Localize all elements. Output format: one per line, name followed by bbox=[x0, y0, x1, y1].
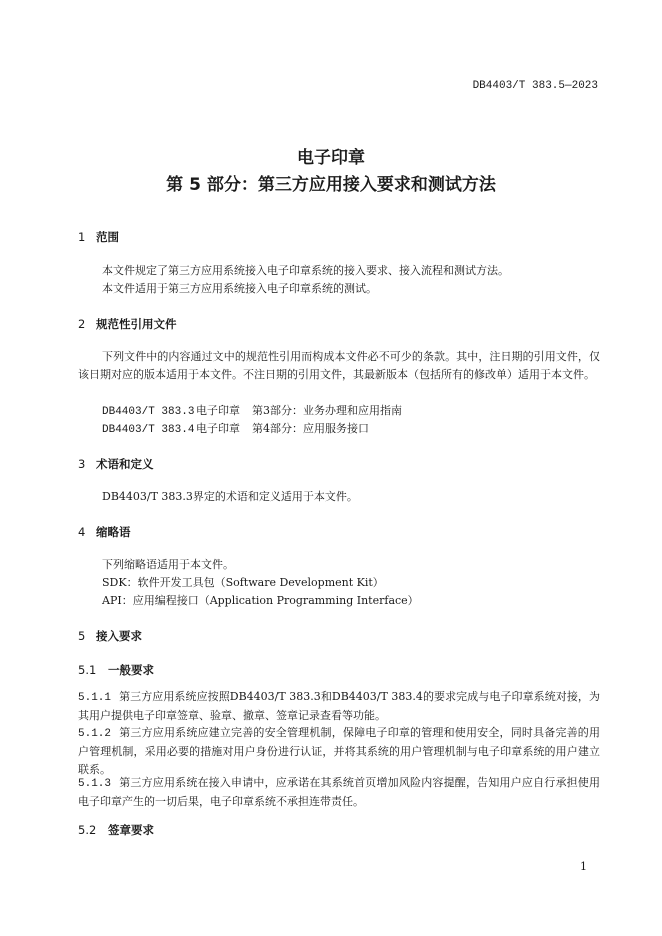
clause-number: 5.1.2 bbox=[78, 728, 112, 740]
clause-text: 第三方应用系统应按照DB4403/T 383.3和DB4403/T 383.4的要求完成与电子印章系统对接，为其用户提供电子印章签章、验章、撤章、签章记录查看等功能。 bbox=[78, 690, 600, 722]
abbreviation-sdk: SDK：软件开发工具包（Software Development Kit） bbox=[102, 576, 384, 589]
clause-5-1-3 bbox=[78, 774, 600, 811]
abbreviation-api: API：应用编程接口（Application Programming Interface） bbox=[102, 594, 419, 607]
section-2-heading bbox=[78, 316, 177, 332]
section-title: 一般要求 bbox=[108, 663, 154, 677]
reference-item bbox=[102, 420, 369, 439]
section-title: 术语和定义 bbox=[96, 457, 154, 471]
document-subtitle: 第 5 部分：第三方应用接入要求和测试方法 bbox=[166, 175, 496, 195]
clause-number: 5.1.3 bbox=[78, 778, 112, 790]
section-number: 5 bbox=[78, 629, 86, 643]
section-3-heading bbox=[78, 456, 154, 472]
reference-part: 第4部分：应用服务接口 bbox=[252, 422, 369, 435]
clause-5-1-1 bbox=[78, 688, 600, 725]
subsection-5-1-heading bbox=[78, 662, 154, 678]
section-number: 3 bbox=[78, 457, 86, 471]
section-number: 2 bbox=[78, 317, 86, 331]
subsection-5-2-heading bbox=[78, 822, 154, 838]
paragraph: 本文件规定了第三方应用系统接入电子印章系统的接入要求、接入流程和测试方法。 bbox=[102, 264, 509, 277]
clause-number: 5.1.1 bbox=[78, 692, 112, 704]
reference-part: 第3部分：业务办理和应用指南 bbox=[252, 404, 402, 417]
section-title: 规范性引用文件 bbox=[96, 317, 177, 331]
document-title: 电子印章 bbox=[297, 148, 365, 168]
clause-text: 第三方应用系统应建立完善的安全管理机制，保障电子印章的管理和使用安全，同时具备完善的用户管理机制，采用必要的措施对用户身份进行认证，并将其系统的用户管理机制与电子印章系统的用户建立联系。 bbox=[78, 726, 600, 776]
section-4-heading bbox=[78, 524, 131, 540]
reference-code: DB4403/T 383.3 bbox=[102, 406, 195, 418]
clause-5-1-2 bbox=[78, 724, 600, 779]
section-title: 缩略语 bbox=[96, 525, 131, 539]
paragraph: DB4403/T 383.3界定的术语和定义适用于本文件。 bbox=[102, 490, 358, 503]
standard-code: DB4403/T 383.5—2023 bbox=[472, 80, 598, 92]
page-number: 1 bbox=[580, 860, 587, 873]
section-number: 4 bbox=[78, 525, 86, 539]
section-title: 签章要求 bbox=[108, 823, 154, 837]
paragraph: 下列文件中的内容通过文中的规范性引用而构成本文件必不可少的条款。其中，注日期的引用文件，仅该日期对应的版本适用于本文件。不注日期的引用文件，其最新版本（包括所有的修改单）适用于本文件。 bbox=[78, 350, 600, 381]
section-title: 接入要求 bbox=[96, 629, 142, 643]
section-title: 范围 bbox=[96, 230, 119, 244]
paragraph: 下列缩略语适用于本文件。 bbox=[102, 558, 234, 571]
section-1-heading bbox=[78, 229, 119, 245]
section-number: 5.1 bbox=[78, 663, 97, 677]
section-5-heading bbox=[78, 628, 142, 644]
reference-title: 电子印章 bbox=[196, 422, 240, 435]
reference-title: 电子印章 bbox=[196, 404, 240, 417]
clause-text: 第三方应用系统在接入申请中，应承诺在其系统首页增加风险内容提醒，告知用户应自行承担使用电子印章产生的一切后果，电子印章系统不承担连带责任。 bbox=[78, 776, 600, 808]
reference-item bbox=[102, 402, 402, 421]
section-number: 1 bbox=[78, 230, 86, 244]
reference-code: DB4403/T 383.4 bbox=[102, 424, 195, 436]
section-number: 5.2 bbox=[78, 823, 97, 837]
paragraph: 本文件适用于第三方应用系统接入电子印章系统的测试。 bbox=[102, 282, 377, 295]
